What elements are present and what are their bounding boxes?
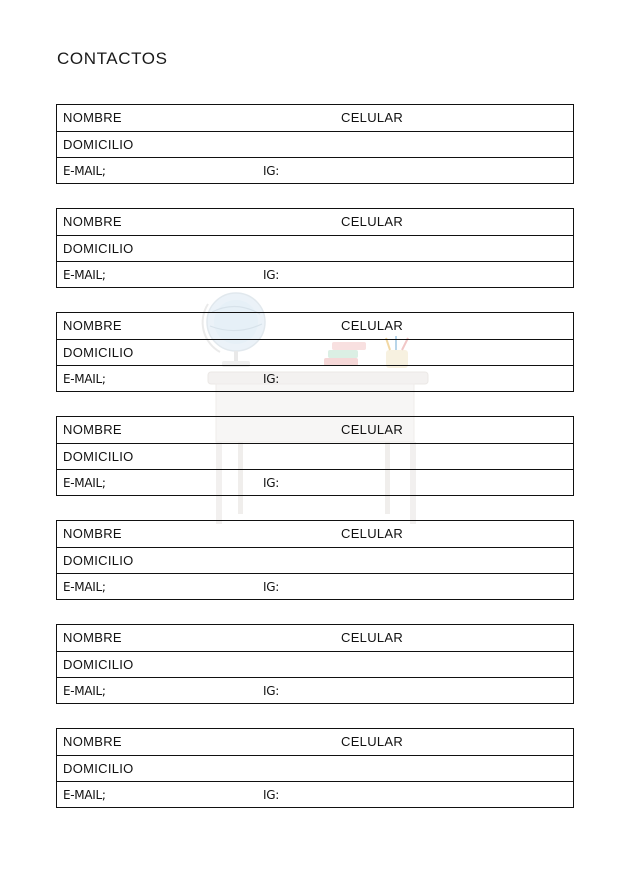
email-label: E-MAIL; bbox=[63, 268, 106, 282]
address-label: DOMICILIO bbox=[63, 241, 134, 256]
name-label: NOMBRE bbox=[63, 214, 122, 229]
email-label: E-MAIL; bbox=[63, 788, 106, 802]
email-ig-row[interactable] bbox=[57, 157, 573, 183]
name-row[interactable] bbox=[57, 313, 573, 339]
contact-card bbox=[56, 208, 574, 288]
contact-card bbox=[56, 728, 574, 808]
instagram-label: IG: bbox=[263, 372, 279, 386]
name-label: NOMBRE bbox=[63, 318, 122, 333]
phone-label: CELULAR bbox=[341, 318, 404, 333]
email-ig-row[interactable] bbox=[57, 781, 573, 807]
email-ig-row[interactable] bbox=[57, 469, 573, 495]
contact-card bbox=[56, 520, 574, 600]
address-label: DOMICILIO bbox=[63, 657, 134, 672]
email-ig-row[interactable] bbox=[57, 573, 573, 599]
address-row[interactable] bbox=[57, 339, 573, 365]
address-label: DOMICILIO bbox=[63, 449, 134, 464]
name-row[interactable] bbox=[57, 209, 573, 235]
instagram-label: IG: bbox=[263, 580, 279, 594]
email-ig-row[interactable] bbox=[57, 677, 573, 703]
email-label: E-MAIL; bbox=[63, 580, 106, 594]
address-row[interactable] bbox=[57, 443, 573, 469]
phone-label: CELULAR bbox=[341, 422, 404, 437]
email-ig-row[interactable] bbox=[57, 261, 573, 287]
phone-label: CELULAR bbox=[341, 110, 404, 125]
instagram-label: IG: bbox=[263, 164, 279, 178]
address-label: DOMICILIO bbox=[63, 553, 134, 568]
phone-label: CELULAR bbox=[341, 734, 404, 749]
instagram-label: IG: bbox=[263, 788, 279, 802]
name-row[interactable] bbox=[57, 105, 573, 131]
name-label: NOMBRE bbox=[63, 110, 122, 125]
name-row[interactable] bbox=[57, 729, 573, 755]
address-row[interactable] bbox=[57, 651, 573, 677]
name-row[interactable] bbox=[57, 521, 573, 547]
email-label: E-MAIL; bbox=[63, 684, 106, 698]
email-label: E-MAIL; bbox=[63, 372, 106, 386]
address-row[interactable] bbox=[57, 131, 573, 157]
name-label: NOMBRE bbox=[63, 526, 122, 541]
contact-card bbox=[56, 312, 574, 392]
address-row[interactable] bbox=[57, 547, 573, 573]
name-label: NOMBRE bbox=[63, 734, 122, 749]
contact-card bbox=[56, 416, 574, 496]
address-row[interactable] bbox=[57, 235, 573, 261]
instagram-label: IG: bbox=[263, 476, 279, 490]
phone-label: CELULAR bbox=[341, 526, 404, 541]
contact-card bbox=[56, 104, 574, 184]
phone-label: CELULAR bbox=[341, 630, 404, 645]
page-title: CONTACTOS bbox=[57, 49, 168, 68]
address-label: DOMICILIO bbox=[63, 761, 134, 776]
instagram-label: IG: bbox=[263, 268, 279, 282]
name-row[interactable] bbox=[57, 417, 573, 443]
address-label: DOMICILIO bbox=[63, 137, 134, 152]
address-row[interactable] bbox=[57, 755, 573, 781]
name-label: NOMBRE bbox=[63, 422, 122, 437]
phone-label: CELULAR bbox=[341, 214, 404, 229]
contact-card bbox=[56, 624, 574, 704]
instagram-label: IG: bbox=[263, 684, 279, 698]
address-label: DOMICILIO bbox=[63, 345, 134, 360]
name-row[interactable] bbox=[57, 625, 573, 651]
email-label: E-MAIL; bbox=[63, 476, 106, 490]
name-label: NOMBRE bbox=[63, 630, 122, 645]
email-ig-row[interactable] bbox=[57, 365, 573, 391]
email-label: E-MAIL; bbox=[63, 164, 106, 178]
